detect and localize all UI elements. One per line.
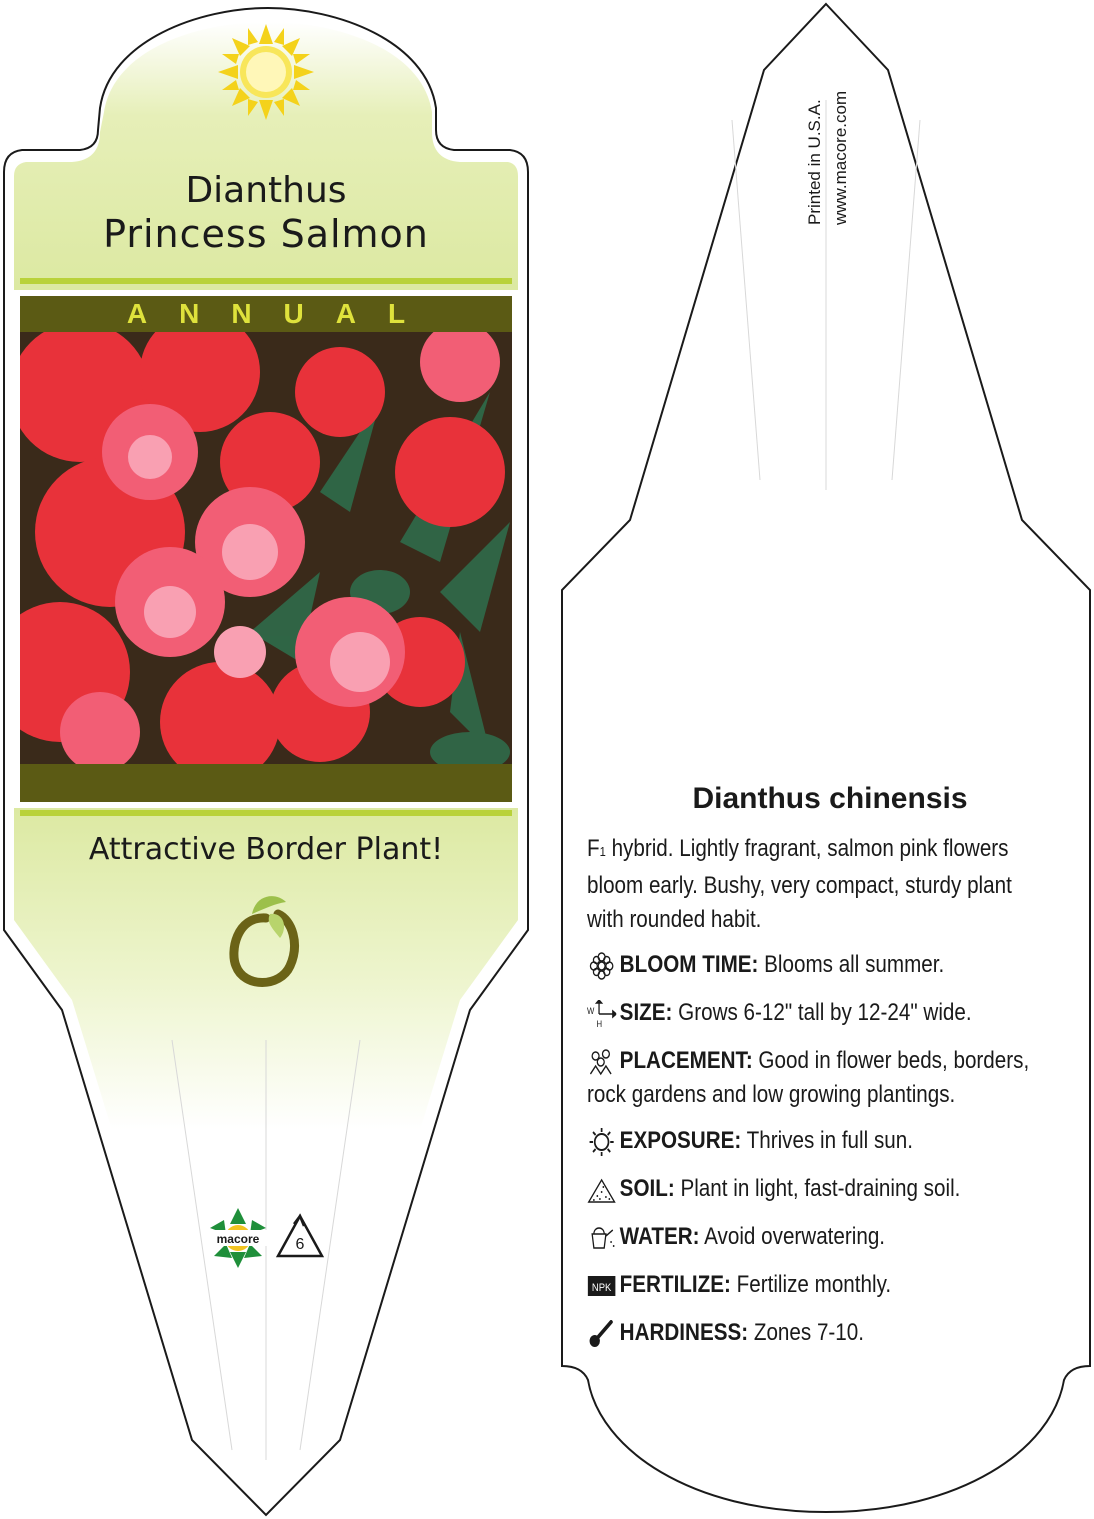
fertilize-label: FERTILIZE: (619, 1271, 731, 1298)
website-label: www.macore.com (831, 90, 850, 225)
fertilize-value: Fertilize monthly. (730, 1271, 892, 1298)
soil-icon (587, 1176, 616, 1204)
soil-label: SOIL: (619, 1175, 675, 1202)
plant-genus: Dianthus (185, 170, 347, 211)
photo-bottom-bar (20, 764, 512, 802)
placement-icon (587, 1048, 616, 1076)
description (587, 832, 1034, 937)
care-row-size (587, 996, 972, 1030)
size-label: SIZE: (619, 999, 673, 1026)
placement-value: Good in flower beds, borders, (752, 1047, 1030, 1074)
desc-subscript: 1 (599, 844, 606, 859)
hardiness-value: Zones 7-10. (748, 1319, 865, 1346)
botanical-name: Dianthus chinensis (692, 782, 968, 815)
flower-icon (587, 952, 616, 980)
recycle-number: 6 (295, 1236, 305, 1253)
bloom-label: BLOOM TIME: (619, 951, 759, 978)
front-tagline: Attractive Border Plant! (88, 832, 444, 867)
desc-text: hybrid. Lightly fragrant, salmon pink flowers bloom early. Bushy, very compact, sturdy plant with rounded habit. (587, 835, 1012, 933)
watering-can-icon (587, 1224, 616, 1252)
desc-prefix: F (587, 835, 600, 862)
sun-outline-icon (587, 1128, 616, 1156)
size-icon-h: H (596, 1018, 603, 1028)
placement-label: PLACEMENT: (619, 1047, 753, 1074)
care-row-water (587, 1220, 885, 1254)
soil-value: Plant in light, fast-draining soil. (674, 1175, 961, 1202)
npk-text: NPK (591, 1282, 612, 1294)
thermometer-icon (587, 1320, 616, 1348)
care-row-bloom (587, 948, 944, 982)
care-row-placement-cont: rock gardens and low growing plantings. (587, 1081, 956, 1108)
size-value: Grows 6-12" tall by 12-24" wide. (672, 999, 972, 1026)
size-arrows-icon (587, 1000, 616, 1028)
size-icon-w: W (587, 1005, 595, 1016)
brand-logo-text: macore (216, 1232, 260, 1246)
category-label: ANNUAL (126, 298, 438, 329)
care-row-exposure (587, 1124, 913, 1158)
exposure-value: Thrives in full sun. (741, 1127, 913, 1154)
npk-icon (587, 1272, 616, 1300)
care-row-soil (587, 1172, 960, 1206)
care-row-fertilize (587, 1268, 891, 1302)
printed-in-label: Printed in U.S.A. (805, 99, 824, 225)
sun-icon (218, 24, 314, 120)
water-value: Avoid overwatering. (699, 1223, 886, 1250)
hardiness-label: HARDINESS: (619, 1319, 749, 1346)
water-label: WATER: (619, 1223, 700, 1250)
care-row-hardiness (587, 1316, 864, 1350)
care-row-placement (587, 1044, 1029, 1078)
plant-variety: Princess Salmon (103, 212, 429, 256)
exposure-label: EXPOSURE: (619, 1127, 742, 1154)
flower-photo (20, 332, 512, 764)
bloom-value: Blooms all summer. (758, 951, 945, 978)
